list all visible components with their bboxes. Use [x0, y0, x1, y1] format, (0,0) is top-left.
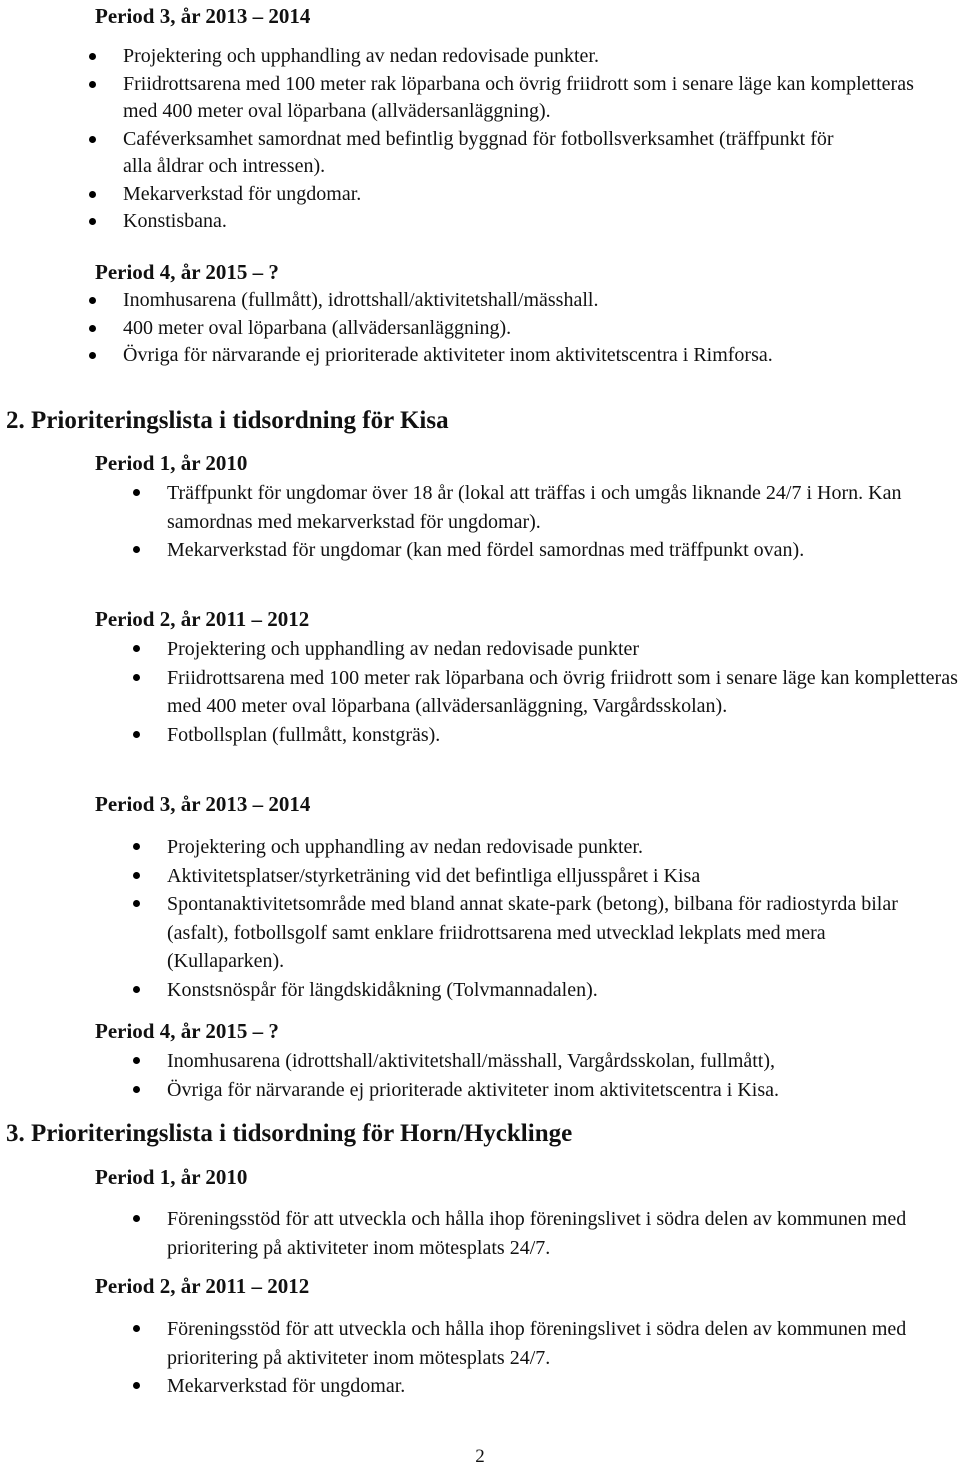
section-heading: 3. Prioriteringslista i tidsordning för Horn/Hycklinge — [6, 1120, 573, 1147]
list-item: Föreningsstöd för att utveckla och hålla ihop föreningslivet i södra delen av kommunen med prioritering på aktiviteter inom mötesplats 24/7. — [0, 1205, 907, 1262]
period-heading: Period 3, år 2013 – 2014 — [95, 4, 311, 28]
period-heading: Period 1, år 2010 — [95, 1165, 248, 1189]
bullet-icon — [89, 191, 96, 198]
list-item: Träffpunkt för ungdomar över 18 år (lokal att träffas i och umgås liknande 24/7 i Horn. Kan samordnas med mekarverkstad för ungdomar). — [0, 479, 907, 536]
section-heading: 2. Prioriteringslista i tidsordning för Kisa — [6, 407, 449, 434]
period-heading: Period 2, år 2011 – 2012 — [95, 607, 310, 631]
page-number: 2 — [475, 1446, 485, 1467]
bullet-icon — [89, 53, 96, 60]
bullet-icon — [133, 645, 140, 652]
bullet-icon — [89, 136, 96, 143]
bullet-icon — [89, 352, 96, 359]
list-item: Föreningsstöd för att utveckla och hålla ihop föreningslivet i södra delen av kommunen med prioritering på aktiviteter inom mötesplats 24/7. — [0, 1315, 907, 1372]
period-heading: Period 3, år 2013 – 2014 — [95, 792, 311, 816]
list-item: Konstisbana. — [0, 208, 960, 236]
list-item: Inomhusarena (fullmått), idrottshall/aktivitetshall/mässhall. — [0, 287, 960, 315]
list-item: Aktivitetsplatser/styrketräning vid det befintliga elljusspåret i Kisa — [0, 862, 960, 891]
bullet-list — [0, 635, 960, 749]
list-item: Caféverksamhet samordnat med befintlig byggnad för fotbollsverksamhet (träffpunkt för alla åldrar och intressen). — [0, 126, 863, 181]
list-item: Spontanaktivitetsområde med bland annat skate-park (betong), bilbana för radiostyrda bilar (asfalt), fotbollsgolf samt enklare friidrottsarena med utvecklad lekplats med mera (Kullaparken). — [0, 890, 907, 976]
bullet-icon — [133, 1325, 140, 1332]
bullet-list — [0, 1205, 960, 1262]
period-heading: Period 2, år 2011 – 2012 — [95, 1274, 310, 1298]
bullet-list — [0, 479, 960, 565]
list-item: Mekarverkstad för ungdomar. — [0, 181, 960, 209]
bullet-list — [0, 43, 960, 236]
bullet-icon — [133, 1215, 140, 1222]
list-item: Fotbollsplan (fullmått, konstgräs). — [0, 721, 960, 750]
list-item: Konstsnöspår för längdskidåkning (Tolvmannadalen). — [0, 976, 960, 1005]
bullet-icon — [89, 218, 96, 225]
bullet-list — [0, 287, 960, 370]
list-item: Inomhusarena (idrottshall/aktivitetshall/mässhall, Vargårdsskolan, fullmått), — [0, 1047, 960, 1076]
bullet-icon — [89, 325, 96, 332]
bullet-icon — [133, 900, 140, 907]
list-item: Projektering och upphandling av nedan redovisade punkter — [0, 635, 960, 664]
list-item: Mekarverkstad för ungdomar (kan med fördel samordnas med träffpunkt ovan). — [0, 536, 927, 565]
bullet-list — [0, 1047, 960, 1104]
bullet-icon — [133, 489, 140, 496]
bullet-icon — [133, 843, 140, 850]
bullet-icon — [89, 297, 96, 304]
bullet-icon — [133, 1382, 140, 1389]
bullet-icon — [133, 1086, 140, 1093]
list-item: Projektering och upphandling av nedan redovisade punkter. — [0, 43, 960, 71]
list-item: Projektering och upphandling av nedan redovisade punkter. — [0, 833, 960, 862]
list-item: Mekarverkstad för ungdomar. — [0, 1372, 960, 1401]
list-item: Övriga för närvarande ej prioriterade aktiviteter inom aktivitetscentra i Kisa. — [0, 1076, 960, 1105]
period-heading: Period 4, år 2015 – ? — [95, 260, 279, 284]
list-item: Friidrottsarena med 100 meter rak löparbana och övrig friidrott som i senare läge kan kompletteras med 400 meter oval löparbana (allvädersanläggning). — [0, 71, 943, 126]
bullet-icon — [133, 546, 140, 553]
bullet-list — [0, 1315, 960, 1401]
bullet-icon — [133, 1057, 140, 1064]
bullet-icon — [133, 986, 140, 993]
bullet-icon — [89, 81, 96, 88]
bullet-list — [0, 833, 960, 1005]
bullet-icon — [133, 674, 140, 681]
period-heading: Period 1, år 2010 — [95, 451, 248, 475]
list-item: 400 meter oval löparbana (allvädersanläggning). — [0, 315, 960, 343]
bullet-icon — [133, 731, 140, 738]
period-heading: Period 4, år 2015 – ? — [95, 1019, 279, 1043]
bullet-icon — [133, 872, 140, 879]
list-item: Övriga för närvarande ej prioriterade aktiviteter inom aktivitetscentra i Rimforsa. — [0, 342, 960, 370]
list-item: Friidrottsarena med 100 meter rak löparbana och övrig friidrott som i senare läge kan kompletteras med 400 meter oval löparbana (allvädersanläggning, Vargårdsskolan). — [0, 664, 959, 721]
